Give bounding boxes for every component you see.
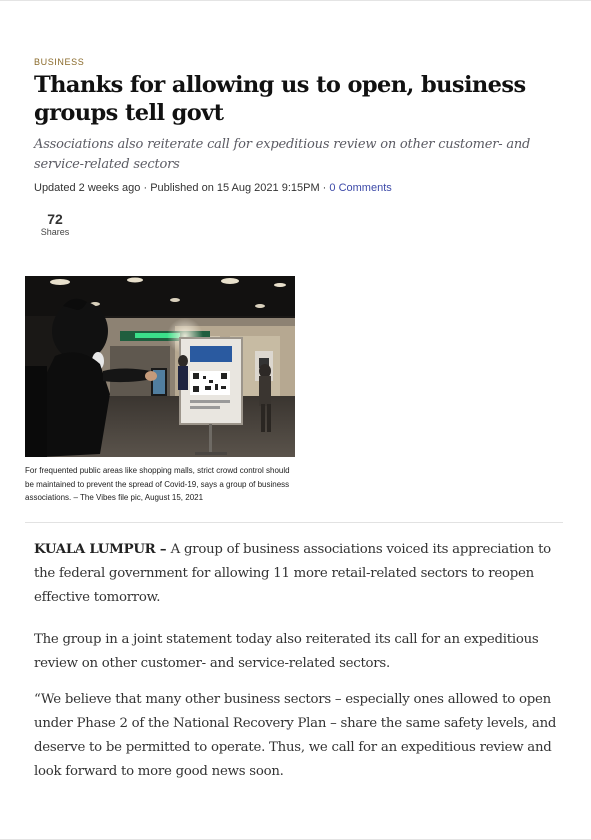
- share-label: Shares: [40, 227, 70, 237]
- meta-separator: ·: [319, 182, 330, 194]
- top-border: [0, 0, 591, 1]
- content-divider: [25, 522, 563, 523]
- article-subheadline: Associations also reiterate call for expeditious review on other customer- and service-related sectors: [34, 137, 531, 172]
- mall-qr-scan-photo: [25, 276, 295, 457]
- body-paragraph-1: [34, 538, 559, 610]
- article-meta: [34, 182, 392, 194]
- article-image: [25, 276, 295, 457]
- body-paragraph-2: The group in a joint statement today also reiterated its call for an expeditious review on other customer- and service-related sectors.: [34, 632, 539, 671]
- published-date: Published on 15 Aug 2021 9:15PM: [150, 182, 320, 194]
- paragraph-text: A group of business associations voiced its appreciation to the federal government for allowing 11 more retail-related sectors to reopen effective tomorrow.: [34, 542, 551, 605]
- section-label[interactable]: BUSINESS: [34, 57, 85, 67]
- body-paragraph-3: “We believe that many other business sectors – especially ones allowed to open under Phase 2 of the National Recovery Plan – share the same safety levels, and deserve to be permitted to operate. Thus, we call for an expeditious review and look forward to more good news soon.: [34, 692, 557, 779]
- dateline: KUALA LUMPUR –: [34, 542, 171, 557]
- meta-separator: ·: [140, 182, 151, 194]
- comments-link[interactable]: 0 Comments: [329, 182, 392, 194]
- updated-time: Updated 2 weeks ago: [34, 182, 141, 194]
- article-headline: Thanks for allowing us to open, business groups tell govt: [34, 72, 526, 126]
- share-counter: [34, 211, 76, 238]
- share-count: 72: [47, 211, 63, 227]
- image-caption: For frequented public areas like shopping malls, strict crowd control should be maintained to prevent the spread of Covid-19, says a group of business associations. – The Vibes file pic, August 15, 2021: [25, 466, 290, 502]
